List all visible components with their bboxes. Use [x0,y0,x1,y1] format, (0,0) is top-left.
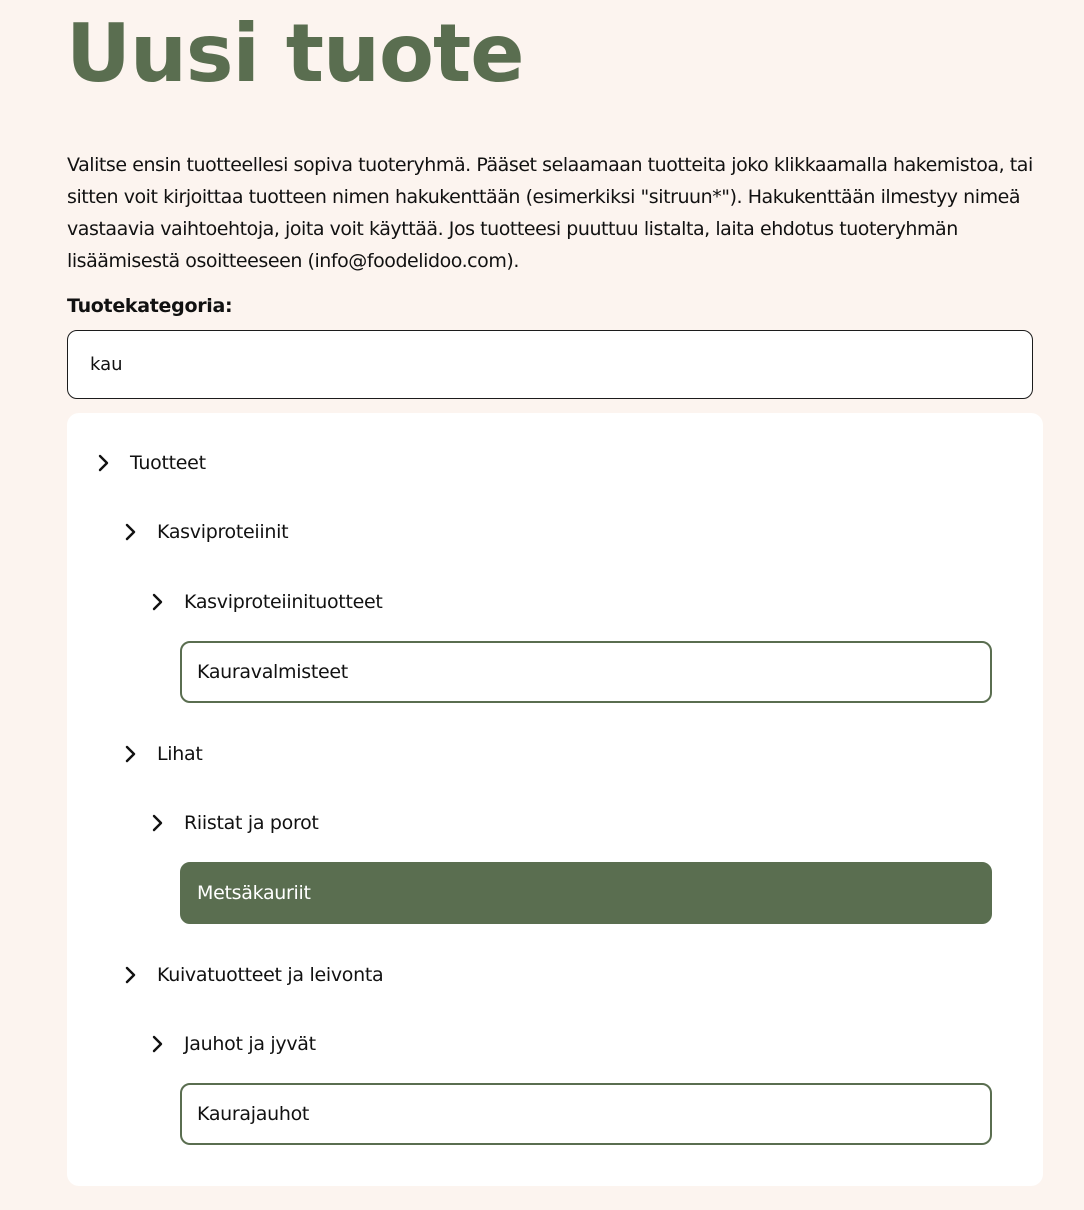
chevron-right-icon [150,1032,166,1056]
tree-node-tuotteet[interactable] [96,443,206,483]
tree-leaf-kaurajauhot[interactable]: Kaurajauhot [180,1083,992,1145]
tree-node-riistat-ja-porot[interactable] [150,803,319,843]
tree-node-lihat[interactable] [123,734,203,774]
chevron-right-icon [123,742,139,766]
tree-node-kasviproteiinit[interactable] [123,512,288,552]
tree-leaf-metsakauriit[interactable]: Metsäkauriit [180,862,992,924]
tree-node-label: Kasviproteiinituotteet [184,591,383,613]
chevron-right-icon [150,811,166,835]
category-search-input[interactable] [67,330,1033,399]
category-label: Tuotekategoria: [67,295,233,317]
tree-node-kasviproteiinituotteet[interactable] [150,582,383,622]
page-title: Uusi tuote [66,7,524,100]
chevron-right-icon [123,963,139,987]
tree-node-kuivatuotteet-ja-leivonta[interactable] [123,955,383,995]
tree-leaf-kauravalmisteet[interactable]: Kauravalmisteet [180,641,992,703]
chevron-right-icon [96,451,112,475]
chevron-right-icon [150,590,166,614]
tree-node-label: Riistat ja porot [184,812,319,834]
intro-text: Valitse ensin tuotteellesi sopiva tuoteryhmä. Pääset selaamaan tuotteita joko klikkaamalla hakemistoa, tai sitten voit kirjoittaa tuotteen nimen hakukenttään (esimerkiksi "sitruun*"). Hakukenttään ilmestyy nimeä vastaavia vaihtoehtoja, joita voit käyttää. Jos tuotteesi puuttuu listalta, laita ehdotus tuoteryhmän lisäämisestä osoitteeseen (info@foodelidoo.com). [67,154,1033,272]
tree-node-label: Kuivatuotteet ja leivonta [157,964,384,986]
tree-node-label: Lihat [157,743,203,765]
tree-node-jauhot-ja-jyvat[interactable] [150,1024,316,1064]
tree-node-label: Jauhot ja jyvät [184,1033,316,1055]
category-tree [67,413,1043,1186]
chevron-right-icon [123,520,139,544]
tree-node-label: Kasviproteiinit [157,521,289,543]
tree-node-label: Tuotteet [130,452,206,474]
